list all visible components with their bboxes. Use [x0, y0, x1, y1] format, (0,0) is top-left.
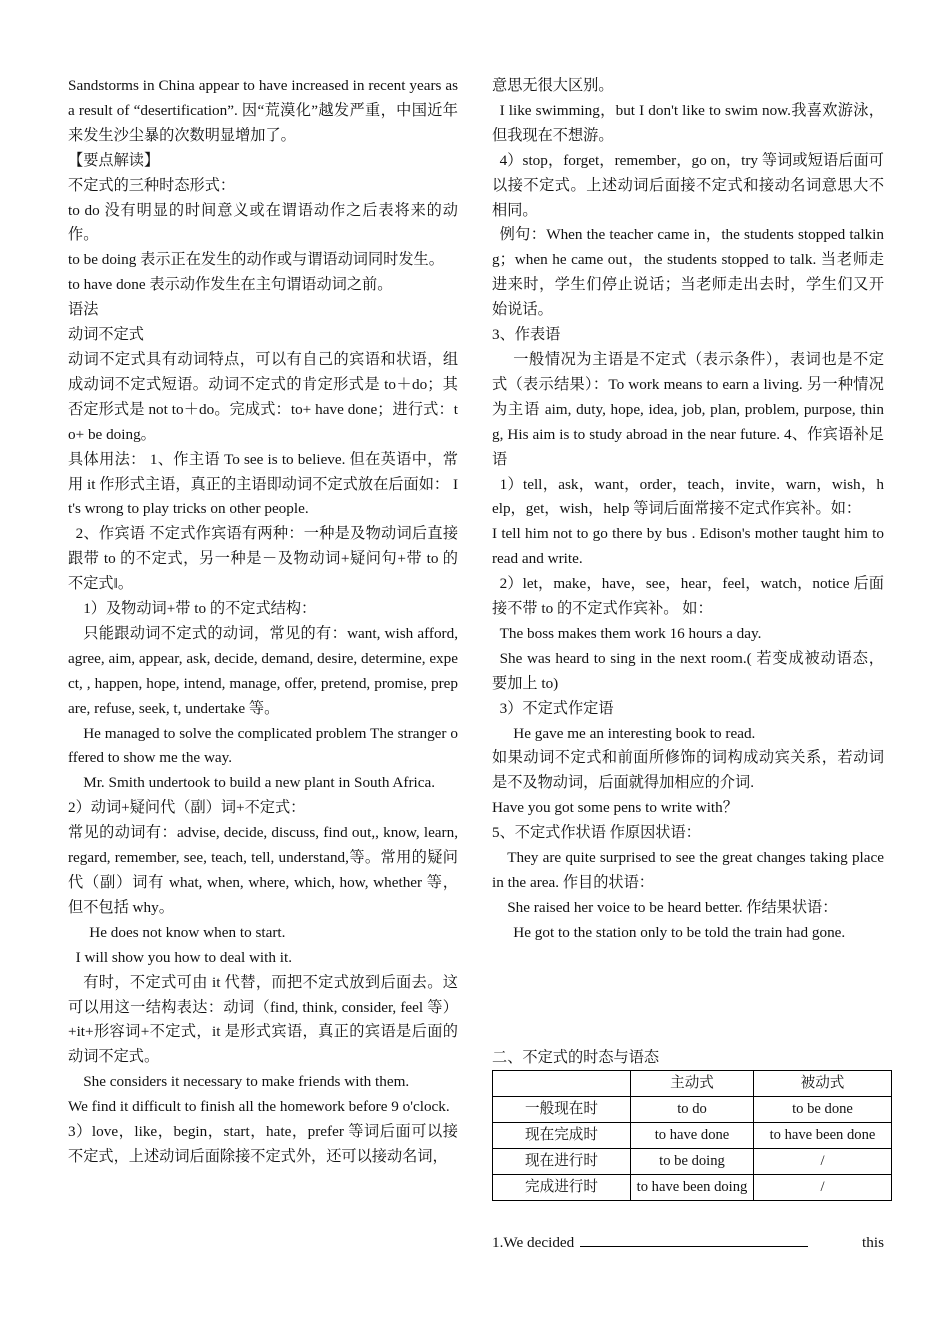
paragraph: 常见的动词有：advise, decide, discuss, find out,, know, learn, regard, remember, see, teach, tell, understand,等。常用的疑问代（副）词有 what, when, where, which, how, whether 等，但不包括 why。 — [68, 824, 458, 916]
table-cell: / — [754, 1149, 892, 1175]
paragraph: 例句：When the teacher came in，the students stopped talking；when he came out，the students stopped to talk. 当老师走进来时，学生们停止说话；当老师走出去时，学生们又开始说话。 — [492, 226, 884, 319]
paragraph: We find it difficult to finish all the homework before 9 o'clock. — [68, 1098, 450, 1116]
table-header-cell: 被动式 — [754, 1071, 892, 1097]
table-header-cell — [493, 1071, 631, 1097]
table-row — [493, 1097, 892, 1123]
table-header-cell: 主动式 — [631, 1071, 754, 1097]
paragraph: 意思无很大区别。 — [492, 77, 614, 94]
paragraph: 语法 — [68, 301, 99, 319]
table-cell: 完成进行时 — [493, 1175, 631, 1201]
paragraph: 3）不定式作定语 — [499, 699, 614, 717]
paragraph: Sandstorms in China appear to have increased in recent years as a result of “desertification”. 因“荒漠化”越发严重，中国近年来发生沙尘暴的次数明显增加了。 — [68, 77, 458, 144]
paragraph: She considers it necessary to make friends with them. — [83, 1073, 410, 1091]
paragraph: 5、不定式作状语 作原因状语： — [492, 824, 701, 842]
paragraph: 1）及物动词+带 to 的不定式结构： — [83, 600, 317, 618]
paragraph: 不定式的三种时态形式： — [68, 176, 236, 194]
table-cell: to be doing — [631, 1149, 754, 1175]
paragraph: She was heard to sing in the next room.( 若变成被动语态，要加上 to) — [492, 649, 884, 692]
paragraph: He managed to solve the complicated problem The stranger offered to show me the way. — [68, 724, 458, 767]
answer-blank[interactable] — [580, 1231, 808, 1247]
paragraph: He got to the station only to be told the train had gone. — [513, 923, 846, 941]
paragraph: The boss makes them work 16 hours a day. — [499, 624, 762, 642]
table-cell: 现在完成时 — [493, 1123, 631, 1149]
right-column — [492, 74, 884, 946]
paragraph: 2）动词+疑问代（副）词+不定式： — [68, 799, 306, 817]
paragraph: 具体用法： 1、作主语 To see is to believe. 但在英语中，常用 it 作形式主语，真正的主语即动词不定式放在后面如： It's wrong to play tricks on other people. — [68, 450, 458, 518]
paragraph: 动词不定式具有动词特点，可以有自己的宾语和状语，组成动词不定式短语。动词不定式的肯定形式是 to＋do；其否定形式是 not to＋do。完成式：to+ have done；进行式：to+ be doing。 — [68, 350, 458, 443]
tense-voice-section — [492, 1046, 892, 1201]
table-row — [493, 1149, 892, 1175]
paragraph: 只能跟动词不定式的动词，常见的有：want, wish afford, agree, aim, appear, ask, decide, demand, desire, determine, expect, , happen, hope, intend, manage, offer, pretend, promise, prepare, refuse, seek, t, undertake 等。 — [68, 624, 458, 717]
table-cell: 现在进行时 — [493, 1149, 631, 1175]
exercise-suffix: this — [862, 1234, 884, 1251]
tense-voice-table — [492, 1070, 892, 1201]
left-column — [68, 74, 458, 1170]
table-cell: to be done — [754, 1097, 892, 1123]
paragraph: to be doing 表示正在发生的动作或与谓语动词同时发生。 — [68, 251, 444, 269]
paragraph: to do 没有明显的时间意义或在谓语动作之后表将来的动作。 — [68, 201, 458, 244]
section-title: 二、不定式的时态与语态 — [492, 1049, 660, 1066]
paragraph: She raised her voice to be heard better. 作结果状语： — [507, 898, 838, 916]
paragraph: I will show you how to deal with it. — [75, 948, 293, 966]
paragraph: They are quite surprised to see the great changes taking place in the area. 作目的状语： — [492, 849, 884, 891]
table-row — [493, 1175, 892, 1201]
exercise-prefix: 1.We decided — [492, 1234, 575, 1251]
paragraph: 有时，不定式可由 it 代替，而把不定式放到后面去。这可以用这一结构表达：动词（find, think, consider, feel 等）+it+形容词+不定式，it 是形式宾语，真正的宾语是后面的动词不定式。 — [68, 973, 458, 1066]
paragraph: to have done 表示动作发生在主句谓语动词之前。 — [68, 276, 393, 294]
table-cell: to have done — [631, 1123, 754, 1149]
paragraph: He gave me an interesting book to read. — [513, 724, 756, 742]
paragraph: Mr. Smith undertook to build a new plant in South Africa. — [83, 774, 435, 792]
paragraph: 【要点解读】 — [68, 151, 160, 169]
paragraph: 3）love，like，begin，start，hate，prefer 等词后面可以接不定式，上述动词后面除接不定式外，还可以接动名词， — [68, 1123, 458, 1165]
table-cell: to have been done — [754, 1123, 892, 1149]
paragraph: Have you got some pens to write with？ — [492, 799, 738, 817]
paragraph: I like swimming，but I don't like to swim now.我喜欢游泳，但我现在不想游。 — [492, 101, 884, 144]
paragraph: 一般情况为主语是不定式（表示条件），表词也是不定式（表示结果）：To work means to earn a living. 另一种情况为主语 aim, duty, hope, idea, job, plan, problem, purpose, thing, His aim is to study abroad in the near future. 4、作宾语补足语 — [492, 350, 884, 468]
paragraph: 1）tell，ask，want，order，teach，invite，warn，wish，help，get，wish，help 等词后面常接不定式作宾补。如： — [492, 475, 884, 518]
paragraph: 3、作表语 — [492, 326, 561, 344]
paragraph: I tell him not to go there by bus . Edison's mother taught him to read and write. — [492, 525, 884, 568]
table-cell: / — [754, 1175, 892, 1201]
table-cell: to do — [631, 1097, 754, 1123]
exercise-item — [492, 1231, 884, 1255]
paragraph: 2、作宾语 不定式作宾语有两种：一种是及物动词后直接跟带 to 的不定式，另一种是－及物动词+疑问句+带 to 的不定式‖。 — [68, 525, 458, 593]
paragraph: 4）stop，forget，remember，go on，try 等词或短语后面可以接不定式。上述动词后面接不定式和接动名词意思大不相同。 — [492, 151, 884, 219]
paragraph: He does not know when to start. — [89, 923, 286, 941]
table-header-row — [493, 1071, 892, 1097]
paragraph: 2）let，make，have，see，hear，feel，watch，notice 后面接不带 to 的不定式作宾补。 如： — [492, 575, 884, 618]
table-row — [493, 1123, 892, 1149]
paragraph: 动词不定式 — [68, 326, 144, 344]
paragraph: 如果动词不定式和前面所修饰的词构成动宾关系，若动词是不及物动词，后面就得加相应的介词. — [492, 749, 884, 792]
table-cell: 一般现在时 — [493, 1097, 631, 1123]
table-cell: to have been doing — [631, 1175, 754, 1201]
